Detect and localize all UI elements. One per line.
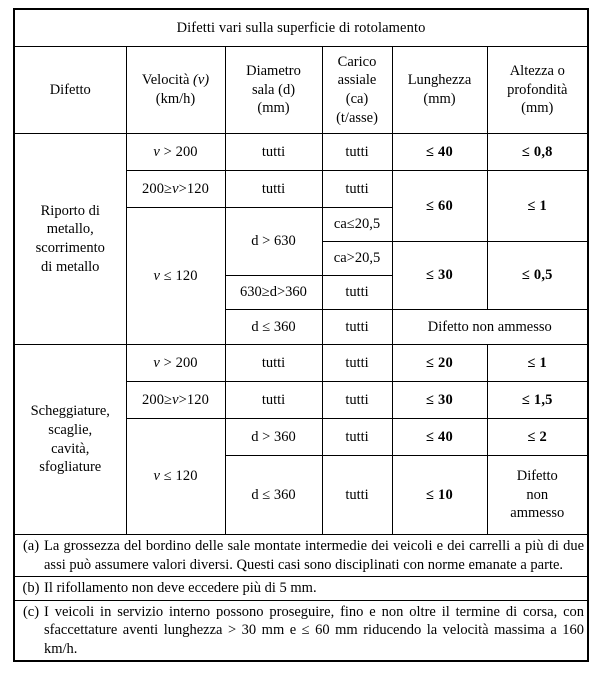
col-header-velocita xyxy=(126,47,225,134)
note-row xyxy=(14,535,588,577)
footnote-b-label: (b) xyxy=(22,580,40,597)
section-label-line2: metallo, xyxy=(46,221,94,238)
cell-lunghezza: ≤ 10 xyxy=(392,456,487,535)
col-header-diametro-line2: sala (d) xyxy=(251,81,296,98)
col-header-altezza-line2: profondità xyxy=(507,81,568,98)
footnote-a xyxy=(14,535,588,577)
col-header-carico-line1: Carico xyxy=(337,53,377,70)
cell-diametro: tutti xyxy=(225,345,322,382)
cell-carico: tutti xyxy=(322,382,392,419)
cell-lunghezza: ≤ 40 xyxy=(392,419,487,456)
cell-carico: tutti xyxy=(322,171,392,208)
col-header-altezza-line3: (mm) xyxy=(521,100,554,117)
cell-altezza: ≤ 2 xyxy=(487,419,588,456)
cell-altezza-line2: non xyxy=(526,486,549,503)
col-header-difetto: Difetto xyxy=(14,47,126,134)
cell-lunghezza: ≤ 20 xyxy=(392,345,487,382)
defects-table xyxy=(13,8,589,662)
table-title-row xyxy=(14,9,588,47)
section-label-line1: Riporto di xyxy=(40,202,100,219)
note-row xyxy=(14,600,588,661)
cell-diametro: d > 630 xyxy=(225,208,322,276)
table-title: Difetti vari sulla superficie di rotolamento xyxy=(14,9,588,47)
col-header-carico xyxy=(322,47,392,134)
cell-diametro: tutti xyxy=(225,171,322,208)
cell-diametro: d > 360 xyxy=(225,419,322,456)
cell-altezza: ≤ 1 xyxy=(487,171,588,242)
cell-lunghezza: ≤ 30 xyxy=(392,242,487,310)
cell-altezza: ≤ 1 xyxy=(487,345,588,382)
cell-altezza: ≤ 0,8 xyxy=(487,134,588,171)
col-header-lunghezza-line1: Lunghezza xyxy=(407,72,472,89)
table-row xyxy=(14,134,588,171)
footnote-a-text: La grossezza del bordino delle sale montate intermedie dei veicoli e dei carrelli a più di due assi può assumere valori diversi. Questi casi sono disciplinati con norme emanate a parte. xyxy=(44,538,585,573)
col-header-carico-line4: (t/asse) xyxy=(336,109,378,126)
cell-carico: ca≤20,5 xyxy=(322,208,392,242)
cell-velocita: v ≤ 120 xyxy=(126,208,225,345)
col-header-carico-line3: (ca) xyxy=(345,91,369,107)
col-header-carico-line2: assiale xyxy=(337,72,377,89)
col-header-diametro xyxy=(225,47,322,134)
footnote-c-label: (c) xyxy=(22,603,40,620)
section-label-line1: Scheggiature, xyxy=(30,403,110,420)
cell-carico: tutti xyxy=(322,276,392,310)
col-header-diametro-line1: Diametro xyxy=(246,63,301,80)
cell-carico: tutti xyxy=(322,456,392,535)
cell-diametro: tutti xyxy=(225,382,322,419)
cell-diametro: tutti xyxy=(225,134,322,171)
cell-altezza: ≤ 1,5 xyxy=(487,382,588,419)
cell-velocita: v > 200 xyxy=(126,134,225,171)
cell-velocita: v > 200 xyxy=(126,345,225,382)
section-label-line4: di metallo xyxy=(41,258,100,275)
cell-carico: ca>20,5 xyxy=(322,242,392,276)
footnote-c xyxy=(14,600,588,661)
section-label-line3: cavità, xyxy=(51,440,90,457)
section-label-line2: scaglie, xyxy=(48,421,93,438)
cell-lunghezza: ≤ 40 xyxy=(392,134,487,171)
cell-altezza xyxy=(487,456,588,535)
cell-diametro: 630≥d>360 xyxy=(225,276,322,310)
note-row xyxy=(14,577,588,601)
footnote-b-text: Il rifollamento non deve eccedere più di 5 mm. xyxy=(44,580,317,597)
footnote-b xyxy=(14,577,588,601)
col-header-diametro-line3: (mm) xyxy=(257,100,290,117)
cell-defect-not-allowed: Difetto non ammesso xyxy=(392,310,588,345)
cell-lunghezza: ≤ 60 xyxy=(392,171,487,242)
cell-velocita: 200≥v>120 xyxy=(126,382,225,419)
cell-lunghezza: ≤ 30 xyxy=(392,382,487,419)
section-label-line3: scorrimento xyxy=(35,240,105,256)
cell-altezza-line3: ammesso xyxy=(510,505,565,522)
cell-carico: tutti xyxy=(322,310,392,345)
table-header-row xyxy=(14,47,588,134)
cell-carico: tutti xyxy=(322,134,392,171)
cell-altezza-line1: Difetto xyxy=(516,468,558,485)
col-header-altezza xyxy=(487,47,588,134)
col-header-velocita-line1: Velocità (v) xyxy=(141,72,210,89)
col-header-velocita-line2: (km/h) xyxy=(155,91,196,107)
col-header-lunghezza xyxy=(392,47,487,134)
footnote-c-text: I veicoli in servizio interno possono proseguire, fino e non oltre il termine di corsa, con sfaccettature aventi lunghezza > 30 mm e ≤ 60 mm riducendo la velocità massima a 160 km/h. xyxy=(44,603,585,657)
cell-diametro: d ≤ 360 xyxy=(225,456,322,535)
cell-carico: tutti xyxy=(322,345,392,382)
footnote-a-label: (a) xyxy=(22,538,40,554)
cell-altezza: ≤ 0,5 xyxy=(487,242,588,310)
cell-velocita: 200≥v>120 xyxy=(126,171,225,208)
col-header-lunghezza-line2: (mm) xyxy=(423,91,456,107)
section-label-riporto xyxy=(14,134,126,345)
cell-diametro: d ≤ 360 xyxy=(225,310,322,345)
cell-velocita: v ≤ 120 xyxy=(126,419,225,535)
col-header-altezza-line1: Altezza o xyxy=(509,63,565,80)
section-label-scheggiature xyxy=(14,345,126,535)
table-row xyxy=(14,345,588,382)
section-label-line4: sfogliature xyxy=(39,459,102,476)
cell-carico: tutti xyxy=(322,419,392,456)
